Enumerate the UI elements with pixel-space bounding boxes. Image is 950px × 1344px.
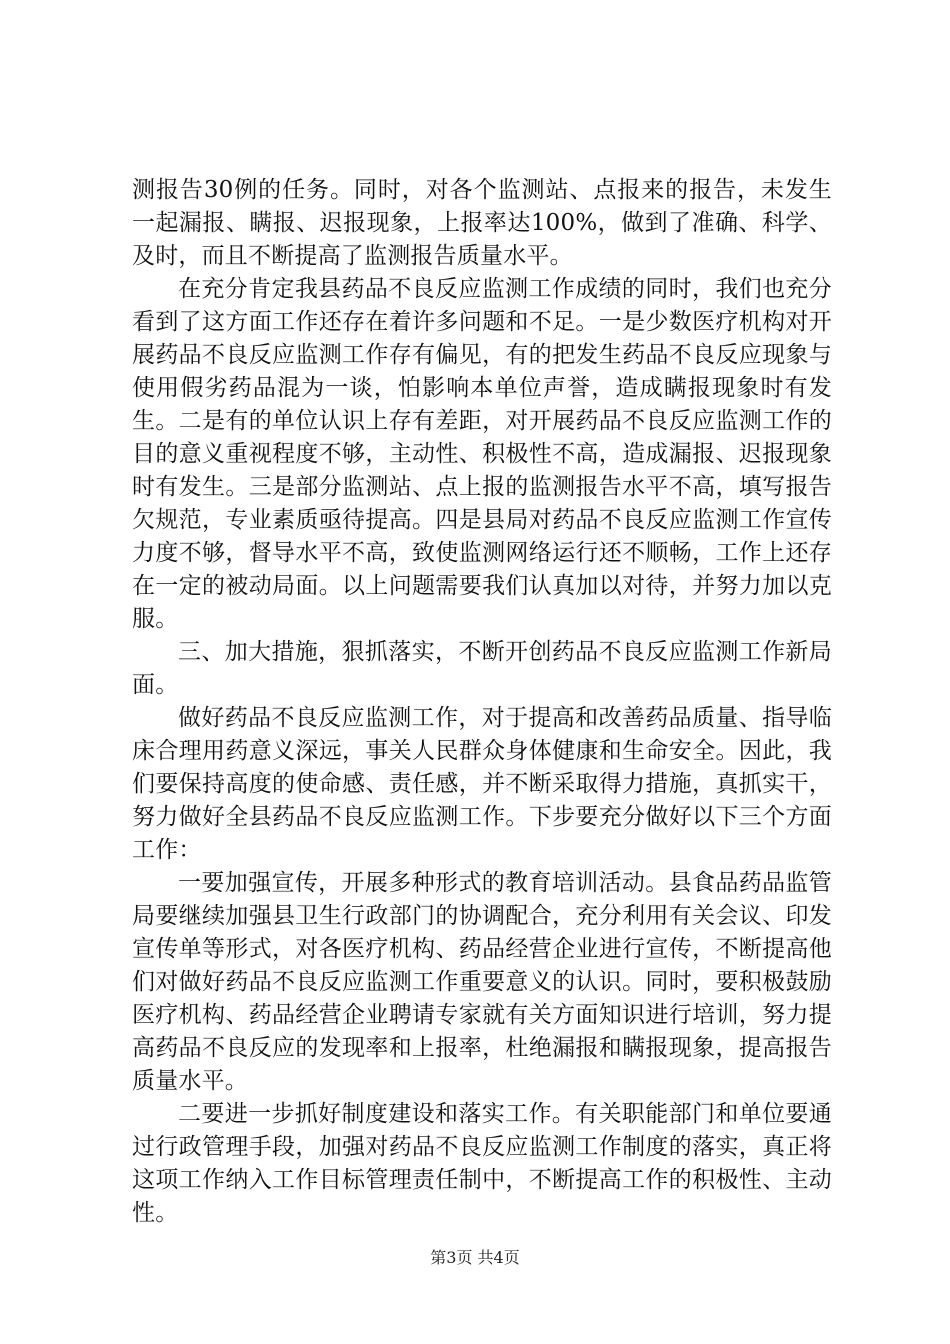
paragraph-importance: 做好药品不良反应监测工作，对于提高和改善药品质量、指导临床合理用药意义深远，事关人民群众身体健康和生命安全。因此，我们要保持高度的使命感、责任感，并不断采取得力措施，真抓实干，努力做好全县药品不良反应监测工作。下步要充分做好以下三个方面工作： — [132, 705, 832, 863]
paragraph-system-building: 二要进一步抓好制度建设和落实工作。有关职能部门和单位要通过行政管理手段，加强对药品不良反应监测工作制度的落实，真正将这项工作纳入工作目标管理责任制中，不断提高工作的积极性、主动性。 — [132, 1101, 832, 1226]
paragraph-publicity-training: 一要加强宣传，开展多种形式的教育培训活动。县食品药品监管局要继续加强县卫生行政部门的协调配合，充分利用有关会议、印发宣传单等形式，对各医疗机构、药品经营企业进行宣传，不断提高他们对做好药品不良反应监测工作重要意义的认识。同时，要积极鼓励医疗机构、药品经营企业聘请专家就有关方面知识进行培训，努力提高药品不良反应的发现率和上报率，杜绝漏报和瞒报现象，提高报告质量水平。 — [132, 870, 832, 1094]
paragraph-problems: 在充分肯定我县药品不良反应监测工作成绩的同时，我们也充分看到了这方面工作还存在着许多问题和不足。一是少数医疗机构对开展药品不良反应监测工作存有偏见，有的把发生药品不良反应现象与使用假劣药品混为一谈，怕影响本单位声誉，造成瞒报现象时有发生。二是有的单位认识上存有差距，对开展药品不良反应监测工作的目的意义重视程度不够，主动性、积极性不高，造成漏报、迟报现象时有发生。三是部分监测站、点上报的监测报告水平不高，填写报告欠规范，专业素质亟待提高。四是县局对药品不良反应监测工作宣传力度不够，督导水平不高，致使监测网络运行还不顺畅，工作上还存在一定的被动局面。以上问题需要我们认真加以对待，并努力加以克服。 — [132, 276, 832, 632]
paragraph-report-results: 测报告30例的任务。同时，对各个监测站、点报来的报告，未发生一起漏报、瞒报、迟报现象，上报率达100%，做到了准确、科学、及时，而且不断提高了监测报告质量水平。 — [132, 177, 832, 269]
section-heading-three: 三、加大措施，狠抓落实，不断开创药品不良反应监测工作新局面。 — [132, 639, 832, 698]
document-body — [132, 174, 832, 1230]
page-number-footer: 第3页 共4页 — [430, 1248, 520, 1267]
